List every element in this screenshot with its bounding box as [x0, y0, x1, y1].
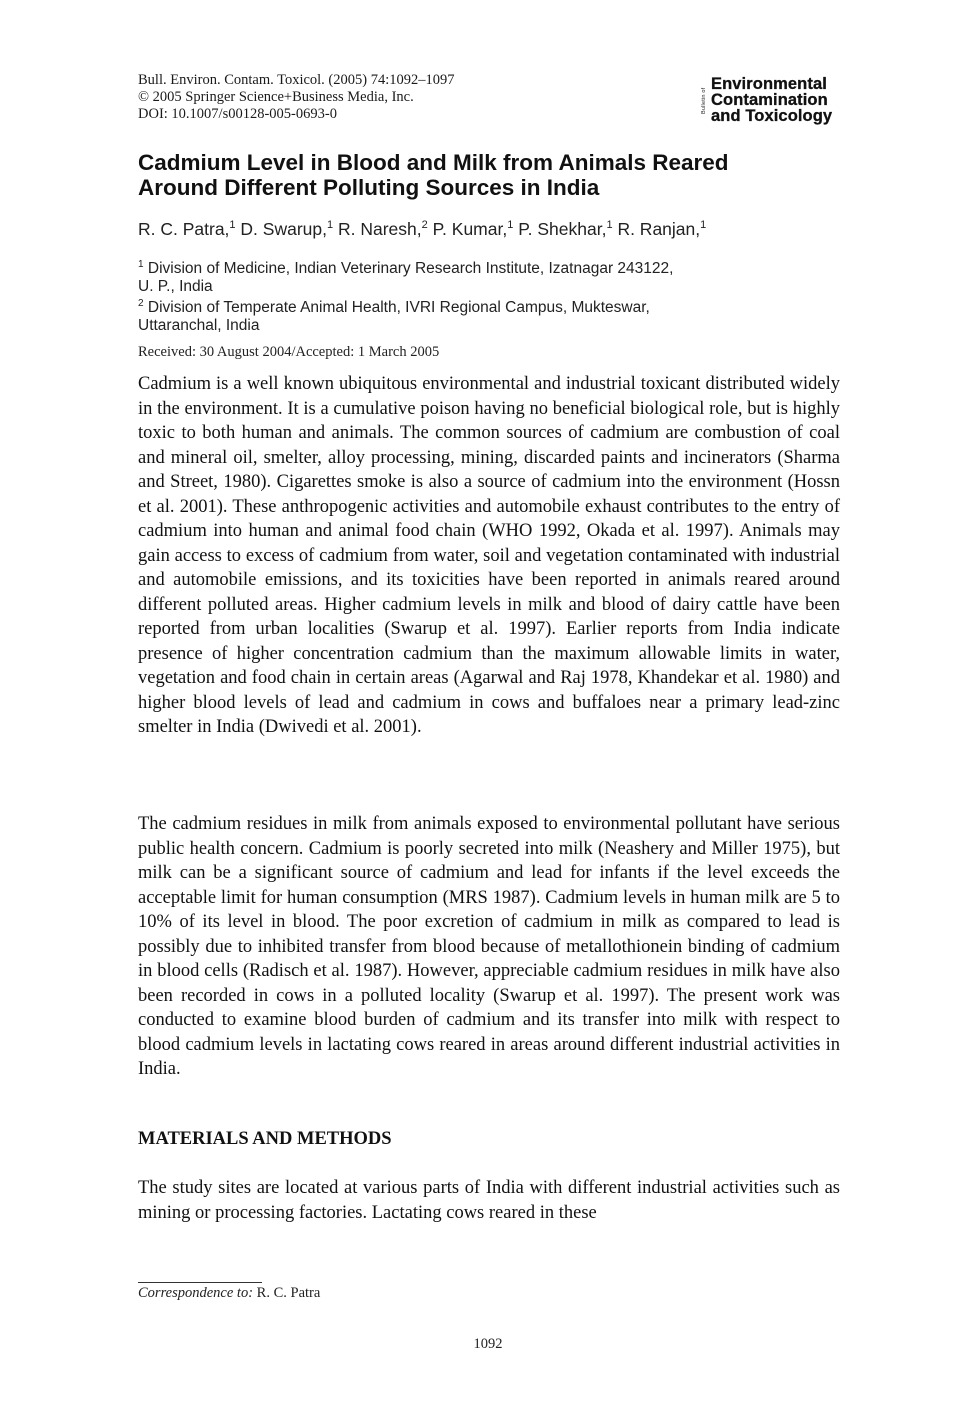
body-paragraph-intro: Cadmium is a well known ubiquitous environmental and industrial toxicant distributed widely in the environment. It is a cumulative poison having no beneficial biological role, but is highly toxic to both human and animals. The common sources of cadmium are combustion of coal and mineral oil, smelter, alloy processing, mining, discarded paints and incinerators (Sharma and Street, 1980). Cigarettes smoke is also a source of cadmium into the environment (Hossn et al. 2001). These anthropogenic activities and automobile exhaust contributes to the entry of cadmium into human and animal food chain (WHO 1992, Okada et al. 1997). Animals may gain access to excess of cadmium from water, soil and vegetation contaminated with industrial and automobile emissions, and its toxicities have been reported in animals reared around different polluted areas. Higher cadmium levels in milk and blood of dairy cattle have been reported from urban localities (Swarup et al. 1997). Earlier reports from India indicate presence of higher concentration cadmium than the maximum allowable limits in water, vegetation and food chain in certain areas (Agarwal and Raj 1978, Khandekar et al. 1980) and higher blood levels of lead and cadmium in cows and buffaloes near a primary lead-zinc smelter in India (Dwivedi et al. 2001).: [138, 374, 840, 737]
paper-title-line-2: Around Different Polluting Sources in India: [138, 175, 600, 200]
journal-logo-line-1: Environmental: [711, 75, 827, 93]
journal-logo: [700, 76, 866, 124]
author: P. Shekhar,$^1$: [518, 218, 613, 239]
copyright-line: © 2005 Springer Science+Business Media, Inc.: [138, 89, 414, 105]
journal-logo-line-2: Contamination: [711, 91, 828, 109]
author: P. Kumar,$^1$: [432, 218, 514, 239]
author-affiliation-mark: 1: [229, 219, 236, 231]
citation-block: [138, 72, 455, 123]
author: R. Ranjan,$^1$: [617, 218, 707, 239]
author-affiliation-mark: 1: [606, 219, 613, 231]
author: D. Swarup,$^1$: [240, 218, 334, 239]
author-list: [138, 214, 898, 240]
paper-title-line-1: Cadmium Level in Blood and Milk from Animals Reared: [138, 150, 729, 175]
affiliations: [138, 256, 838, 334]
received-accepted-dates: Received: 30 August 2004/Accepted: 1 March 2005: [138, 344, 440, 360]
author-affiliation-mark: 2: [421, 219, 428, 231]
correspondence-label: Correspondence to:: [138, 1285, 254, 1301]
body-paragraph-methods: The study sites are located at various parts of India with different industrial activities such as mining or processing factories. Lactating cows reared in these: [138, 1178, 840, 1223]
correspondence-footnote: [138, 1285, 320, 1302]
journal-logo-prefix: Bulletin of: [701, 87, 707, 115]
paper-title: [138, 150, 858, 200]
author-affiliation-mark: 1: [326, 219, 334, 231]
affiliation-mark: 2: [138, 298, 144, 310]
affiliation: $^2$ Division of Temperate Animal Health, IVRI Regional Campus, Mukteswar, Uttaranchal, India: [138, 298, 650, 334]
body-paragraph-concern: The cadmium residues in milk from animals exposed to environmental pollutant have serious public health concern. Cadmium is poorly secreted into milk (Neashery and Miller 1975), but milk can be a significant source of cadmium and lead for infants if the level exceeds the acceptable limit for human consumption (MRS 1987). Cadmium levels in human milk are 5 to 10% of its level in blood. The poor excretion of cadmium in milk as compared to lead is possibly due to inhibited transfer from blood because of metallothionein binding of cadmium in blood cells (Radisch et al. 1987). However, appreciable cadmium residues in milk have also been recorded in cows in a polluted locality (Swarup et al. 1997). The present work was conducted to examine blood burden of cadmium and its transfer into milk with respect to blood cadmium levels in lactating cows reared in areas around different industrial activities in India.: [138, 814, 840, 1079]
footnote-divider: [138, 1282, 262, 1283]
author: R. C. Patra,$^1$: [138, 218, 236, 239]
author-affiliation-mark: 1: [700, 219, 707, 231]
page-number: 1092: [473, 1336, 503, 1352]
correspondence-name: R. C. Patra: [256, 1285, 321, 1301]
affiliation: $^1$ Division of Medicine, Indian Veterinary Research Institute, Izatnagar 243122, U. P., India: [138, 259, 674, 295]
section-heading-materials-methods: MATERIALS AND METHODS: [138, 1129, 392, 1149]
journal-logo-line-3: and Toxicology: [711, 107, 833, 125]
doi-line: DOI: 10.1007/s00128-005-0693-0: [138, 106, 337, 122]
author-affiliation-mark: 1: [507, 219, 514, 231]
author: R. Naresh,$^2$: [337, 218, 428, 239]
journal-citation: Bull. Environ. Contam. Toxicol. (2005) 74:1092–1097: [138, 72, 455, 88]
affiliation-mark: 1: [138, 259, 144, 270]
